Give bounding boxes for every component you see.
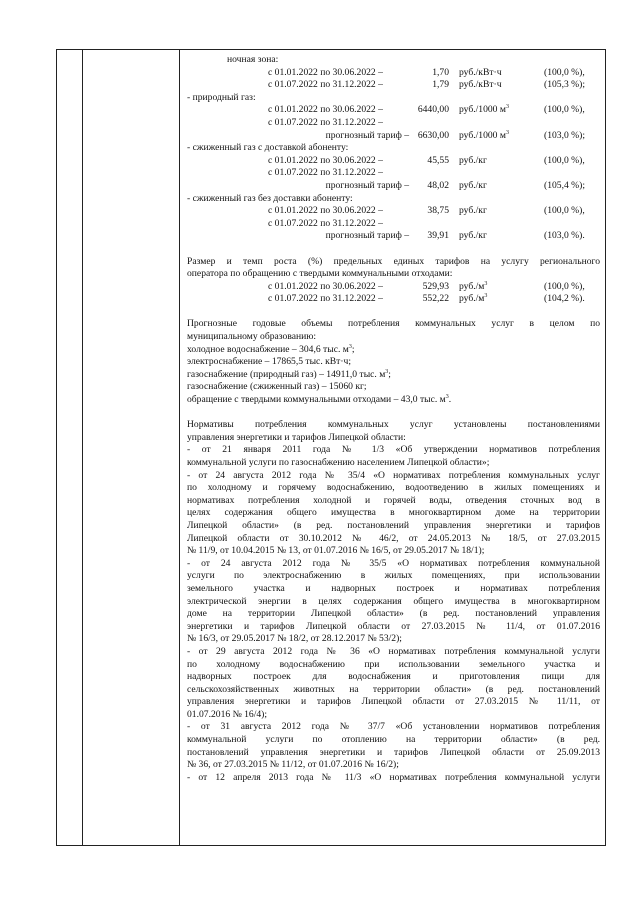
volume-text: холодное водоснабжение – 304,6 тыс. м xyxy=(187,343,349,355)
volume-unit-superscript: 3 xyxy=(348,343,352,350)
waste-tariff-row xyxy=(187,281,600,294)
volume-punctuation: . xyxy=(448,394,452,406)
volume-unit-superscript: 3 xyxy=(385,368,389,375)
norms-line: надворных построек для водоснабжения и приготовления пищи для xyxy=(187,671,600,683)
waste-tariff-value: 552,22 xyxy=(422,293,449,305)
gas-label-row: - природный газ: xyxy=(187,91,256,103)
norms-line: услуги по электроснабжению в жилых помещениях, при использовании xyxy=(187,570,600,582)
norms-line: электрической энергии в целях содержания общего имущества в многоквартирном xyxy=(187,595,600,607)
content-cell xyxy=(187,54,600,784)
norms-line: энергетики и тарифов Липецкой области от 27.03.2015 № 11/4, от 01.07.2016 xyxy=(187,620,600,632)
volume-item xyxy=(187,381,600,394)
lpg-nodelivery-tariff-value: 38,75 xyxy=(427,205,449,217)
lpg-delivery-tariff-period: с 01.07.2022 по 31.12.2022 – xyxy=(268,167,383,179)
norms-line: управления энергетики и тарифов Липецкой области от 27.03.2015 № 11/11, от xyxy=(187,696,600,708)
norms-line: Липецкой области от 30.10.2012 № 46/2, от 24.05.2013 № 18/5, от 27.03.2015 xyxy=(187,532,600,544)
gas-tariff-period: с 01.07.2022 по 31.12.2022 – xyxy=(268,116,383,128)
gas-tariff-value: 6630,00 xyxy=(417,129,449,141)
gas-tariff-period: прогнозный тариф – xyxy=(325,129,409,141)
night-tariff-unit: руб./кВт·ч xyxy=(459,79,502,91)
norms-line: № 36, от 27.03.2015 № 11/12, от 01.07.2016 № 16/2); xyxy=(187,759,399,771)
lpg-delivery-tariff-period: прогнозный тариф – xyxy=(325,179,409,191)
volume-text: газоснабжение (природный газ) – 14911,0 тыс. м xyxy=(187,368,386,380)
lpg-nodelivery-tariff-percent: (100,0 %), xyxy=(544,205,585,217)
column-divider-2 xyxy=(179,50,180,845)
waste-tariff-period: с 01.07.2022 по 31.12.2022 – xyxy=(268,293,383,305)
norms-line: Нормативы потребления коммунальных услуг установлены постановлениями xyxy=(187,419,600,431)
night-tariff-value: 1,70 xyxy=(432,66,449,78)
night-tariff-period: с 01.07.2022 по 31.12.2022 – xyxy=(268,79,383,91)
waste-intro-line-1: Размер и темп роста (%) предельных единых тарифов на услугу регионального xyxy=(187,255,600,267)
volumes-intro-line-2: муниципальному образованию: xyxy=(187,331,317,343)
waste-tariff-unit: $руб./м^3$ xyxy=(459,293,488,305)
night-tariff-row xyxy=(187,67,600,80)
night-tariff-unit: руб./кВт·ч xyxy=(459,66,502,78)
waste-tariff-percent: (100,0 %), xyxy=(544,280,585,292)
waste-intro-line-2: оператора по обращению с твердыми коммунальными отходами: xyxy=(187,268,453,280)
lpg-delivery-tariff-unit: руб./кг xyxy=(459,154,487,166)
night-tariff-percent: (100,0 %), xyxy=(544,66,585,78)
norms-line: сельскохозяйственных животных на территории области» (в ред. постановлений xyxy=(187,683,600,695)
volumes-intro-line-1: Прогнозные годовые объемы потребления коммунальных услуг в целом по xyxy=(187,318,600,330)
lpg-nodelivery-tariff-row xyxy=(187,230,600,243)
night-tariff-value: 1,79 xyxy=(432,79,449,91)
norms-line: 01.07.2016 № 16/4); xyxy=(187,708,268,720)
norms-line: коммунальной услуги по отоплению на территории области» (в ред. xyxy=(187,734,600,746)
norms-line: доме на территории Липецкой области» (в ред. постановлений управления xyxy=(187,608,600,620)
lpg-nodelivery-tariff-value: 39,91 xyxy=(427,230,449,242)
night-zone-label-row: ночная зона: xyxy=(227,54,279,65)
norms-line: по холодному и горячему водоснабжению, водоотведению в жилых помещениях и xyxy=(187,482,600,494)
norms-line: - от 24 августа 2012 года № 35/4 «О нормативах потребления коммунальных услуг xyxy=(187,469,600,481)
norms-line: Липецкой области» (в ред. постановлений управления энергетики и тарифов xyxy=(187,519,600,531)
norms-line: - от 21 января 2011 года № 1/3 «Об утверждении нормативов потребления xyxy=(187,444,600,456)
norms-line: нормативах потребления холодной и горячей воды, отведения сточных вод в xyxy=(187,494,600,506)
norms-line: коммунальной услуги по газоснабжению населением Липецкой области»; xyxy=(187,457,490,468)
lpg-nodelivery-label-row: - сжиженный газ без доставки абоненту: xyxy=(187,192,353,204)
waste-tariff-period: с 01.01.2022 по 30.06.2022 – xyxy=(268,280,383,292)
lpg-delivery-label-row: - сжиженный газ с доставкой абоненту: xyxy=(187,142,349,154)
lpg-nodelivery-tariff-unit: руб./кг xyxy=(459,205,487,217)
norms-line: - от 24 августа 2012 года № 35/5 «О нормативах потребления коммунальной xyxy=(187,557,600,569)
lpg-delivery-tariff-value: 48,02 xyxy=(427,179,449,191)
lpg-delivery-tariff-unit: руб./кг xyxy=(459,179,487,191)
norms-line: земельного участка и надворных построек и нормативах потребления xyxy=(187,582,600,594)
volume-item xyxy=(187,344,600,357)
gas-tariff-unit: руб./1000 $м^3$ xyxy=(459,129,509,141)
night-tariff-period: с 01.01.2022 по 30.06.2022 – xyxy=(268,66,383,78)
norms-line: - от 12 апреля 2013 года № 11/3 «О нормативах потребления коммунальной услуги xyxy=(187,771,600,783)
night-tariff-row xyxy=(187,79,600,92)
lpg-nodelivery-tariff-percent: (103,0 %). xyxy=(544,230,585,242)
gas-tariff-value: 6440,00 xyxy=(417,104,449,116)
norms-line: - от 29 августа 2012 года № 36 «О нормативах потребления коммунальной услуги xyxy=(187,645,600,657)
column-divider-1 xyxy=(82,50,83,845)
lpg-delivery-tariff-row xyxy=(187,167,600,180)
volume-item xyxy=(187,369,600,382)
norms-line: № 11/9, от 10.04.2015 № 13, от 01.07.2016 № 16/5, от 29.05.2017 № 18/1); xyxy=(187,545,485,557)
volume-punctuation: ; xyxy=(351,343,355,355)
volume-text: обращение с твердыми коммунальными отходами – 43,0 тыс. м xyxy=(187,394,446,406)
norms-line: постановлений управления энергетики и тарифов Липецкой области от 25.09.2013 xyxy=(187,746,600,758)
waste-tariff-value: 529,93 xyxy=(422,280,449,292)
gas-tariff-percent: (103,0 %); xyxy=(544,129,586,141)
lpg-delivery-tariff-value: 45,55 xyxy=(427,154,449,166)
lpg-delivery-tariff-percent: (105,4 %); xyxy=(544,179,586,191)
volume-item xyxy=(187,356,600,369)
waste-tariff-unit: $руб./м^3$ xyxy=(459,280,488,292)
lpg-nodelivery-tariff-unit: руб./кг xyxy=(459,230,487,242)
norms-line: № 16/3, от 29.05.2017 № 18/2, от 28.12.2017 № 53/2); xyxy=(187,633,402,645)
table-frame xyxy=(56,49,606,846)
gas-tariff-unit: руб./1000 $м^3$ xyxy=(459,104,509,116)
waste-tariff-percent: (104,2 %). xyxy=(544,293,585,305)
gas-tariff-row xyxy=(187,117,600,130)
gas-tariff-period: с 01.01.2022 по 30.06.2022 – xyxy=(268,104,383,116)
lpg-nodelivery-tariff-period: с 01.07.2022 по 31.12.2022 – xyxy=(268,217,383,229)
lpg-delivery-tariff-row xyxy=(187,155,600,168)
lpg-delivery-tariff-percent: (100,0 %), xyxy=(544,154,585,166)
lpg-nodelivery-tariff-row xyxy=(187,205,600,218)
volume-unit-superscript: 3 xyxy=(445,394,449,401)
norms-paragraph xyxy=(187,419,600,784)
norms-line: целях содержания общего имущества в многоквартирном доме на территории xyxy=(187,507,600,519)
volume-text: электроснабжение – 17865,5 тыс. кВт·ч; xyxy=(187,356,352,368)
lpg-nodelivery-tariff-period: прогнозный тариф – xyxy=(325,230,409,242)
gas-tariff-row xyxy=(187,104,600,117)
lpg-nodelivery-tariff-period: с 01.01.2022 по 30.06.2022 – xyxy=(268,205,383,217)
night-tariff-percent: (105,3 %); xyxy=(544,79,586,91)
gas-tariff-row xyxy=(187,130,600,143)
volume-punctuation: ; xyxy=(388,368,391,380)
lpg-nodelivery-tariff-row xyxy=(187,218,600,231)
norms-line: - от 31 августа 2012 года № 37/7 «Об установлении нормативов потребления xyxy=(187,721,600,733)
lpg-delivery-tariff-period: с 01.01.2022 по 30.06.2022 – xyxy=(268,154,383,166)
volume-text: газоснабжение (сжиженный газ) – 15060 кг; xyxy=(187,381,367,393)
norms-line: по холодному водоснабжению при использовании земельного участка и xyxy=(187,658,600,670)
norms-line: управления энергетики и тарифов Липецкой области: xyxy=(187,431,406,443)
lpg-delivery-tariff-row xyxy=(187,180,600,193)
gas-tariff-percent: (100,0 %), xyxy=(544,104,585,116)
waste-tariff-row xyxy=(187,293,600,306)
volume-item xyxy=(187,394,600,407)
